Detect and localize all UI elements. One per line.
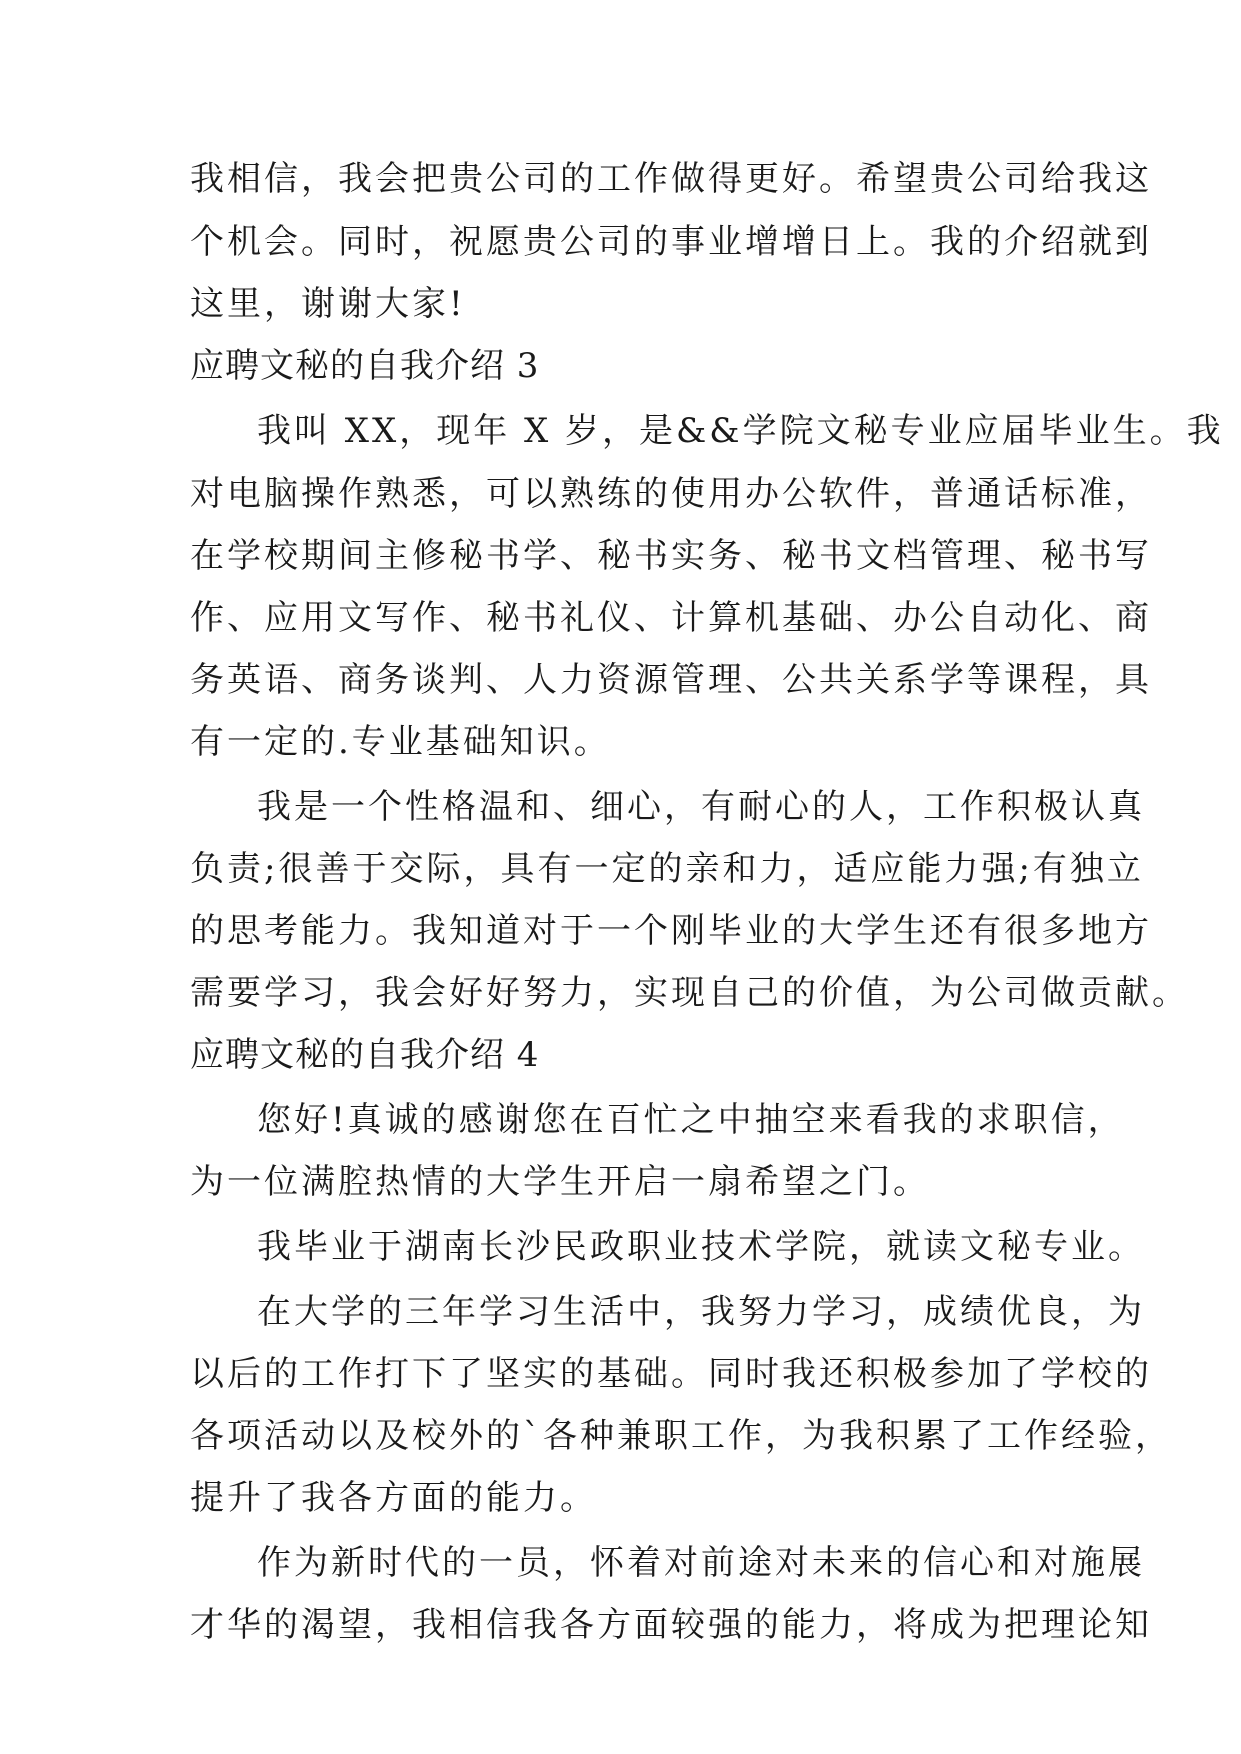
text-line: 这里，谢谢大家! xyxy=(190,284,466,324)
text-line: 为一位满腔热情的大学生开启一扇希望之门。 xyxy=(190,1162,930,1202)
text-line: 对电脑操作熟悉，可以熟练的使用办公软件，普通话标准， xyxy=(190,474,1152,514)
text-line: 我叫 XX，现年 X 岁，是&&学院文秘专业应届毕业生。我 xyxy=(257,411,1224,451)
text-line: 有一定的.专业基础知识。 xyxy=(190,722,611,762)
text-line: 负责;很善于交际，具有一定的亲和力，适应能力强;有独立 xyxy=(190,849,1144,889)
text-line: 我是一个性格温和、细心，有耐心的人，工作积极认真 xyxy=(257,787,1145,827)
text-line: 提升了我各方面的能力。 xyxy=(190,1478,597,1518)
text-line: 在大学的三年学习生活中，我努力学习，成绩优良，为 xyxy=(257,1292,1145,1332)
text-line: 的思考能力。我知道对于一个刚毕业的大学生还有很多地方 xyxy=(190,911,1152,951)
text-line: 务英语、商务谈判、人力资源管理、公共关系学等课程，具 xyxy=(190,660,1152,700)
text-line: 作为新时代的一员，怀着对前途对未来的信心和对施展 xyxy=(257,1543,1145,1583)
text-line: 作、应用文写作、秘书礼仪、计算机基础、办公自动化、商 xyxy=(190,598,1152,638)
text-line: 以后的工作打下了坚实的基础。同时我还积极参加了学校的 xyxy=(190,1354,1152,1394)
text-line: 个机会。同时，祝愿贵公司的事业增增日上。我的介绍就到 xyxy=(190,222,1152,262)
section-heading: 应聘文秘的自我介绍 4 xyxy=(190,1035,540,1075)
section-heading: 应聘文秘的自我介绍 3 xyxy=(190,346,540,386)
text-line: 在学校期间主修秘书学、秘书实务、秘书文档管理、秘书写 xyxy=(190,536,1152,576)
text-line: 需要学习，我会好好努力，实现自己的价值，为公司做贡献。 xyxy=(190,973,1189,1013)
text-line: 才华的渴望，我相信我各方面较强的能力，将成为把理论知 xyxy=(190,1605,1152,1645)
text-line: 各项活动以及校外的`各种兼职工作，为我积累了工作经验， xyxy=(190,1416,1172,1456)
text-line: 我相信，我会把贵公司的工作做得更好。希望贵公司给我这 xyxy=(190,159,1152,199)
text-line: 您好!真诚的感谢您在百忙之中抽空来看我的求职信， xyxy=(257,1100,1125,1140)
text-line: 我毕业于湖南长沙民政职业技术学院，就读文秘专业。 xyxy=(257,1227,1145,1267)
